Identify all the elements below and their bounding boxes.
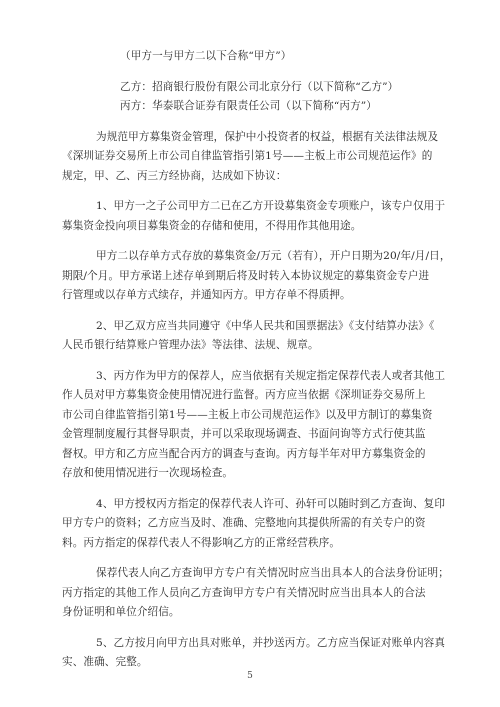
preamble-line: 为规范甲方募集资金管理，保护中小投资者的权益，根据有关法律法规及 (96, 130, 439, 143)
clause-1-line: 募集资金投向项目募集资金的存储和使用，不得用作其他用途。 (62, 219, 362, 232)
preamble-line: 规定，甲、乙、丙三方经协商，达成如下协议： (62, 169, 287, 182)
clause-5-line: 5、乙方按月向甲方出具对账单，并抄送丙方。乙方应当保证对账单内容真 (96, 636, 446, 649)
deposit-line: 期限/个月。甲方承诺上述存单到期后将及时转入本协议规定的募集资金专户进 (62, 269, 430, 282)
inquiry-line: 身份证明和单位介绍信。 (62, 606, 180, 618)
clause-3-line: 存放和使用情况进行一次现场检查。 (62, 467, 234, 479)
inquiry-line: 保荐代表人向乙方查询甲方专户有关情况时应当出具本人的合法身份证明； (96, 567, 449, 579)
clause-4-line: 甲方专户的资料；乙方应当及时、准确、完整地向其提供所需的有关专户的资 (62, 517, 426, 529)
clause-1-line: 1、甲方一之子公司甲方二已在乙方开设募集资金专项账户，该专户仅用于 (96, 200, 446, 212)
clause-4-line: 料。丙方指定的保荐代表人不得影响乙方的正常经营秩序。 (62, 536, 341, 549)
deposit-line: 甲方二以存单方式存放的募集资金/万元（若有），开户日期为20/年/月/日， (96, 250, 451, 262)
preamble-line: 《深圳证券交易所上市公司自律监管指引第1号——主板上市公司规范运作》的 (62, 150, 433, 162)
party-a-note: （甲方一与甲方二以下合称“甲方”） (120, 50, 292, 62)
clause-2-line: 人民币银行结算账户管理办法》等法律、法规、规章。 (62, 339, 319, 351)
clause-3-line: 作人员对甲方募集资金使用情况进行监督。丙方应当依据《深圳证券交易所上 (62, 389, 426, 401)
party-line: 乙方：招商银行股份有限公司北京分行（以下简称“乙方”） (120, 80, 399, 93)
clause-4-line: 4、甲方授权丙方指定的保荐代表人许可、孙轩可以随时到乙方查询、复印 (96, 497, 446, 510)
party-line: 丙方：华泰联合证券有限责任公司（以下简称“丙方”） (120, 100, 377, 112)
clause-2-line: 2、甲乙双方应当共同遵守《中华人民共和国票据法》《支付结算办法》《 (96, 319, 435, 332)
page-number: 5 (247, 671, 253, 681)
clause-3-line: 督权。甲方和乙方应当配合丙方的调查与查询。丙方每半年对甲方募集资金的 (62, 447, 426, 460)
clause-5-line: 实、准确、完整。 (62, 656, 148, 668)
clause-3-line: 金管理制度履行其督导职责，并可以采取现场调查、书面问询等方式行使其监 (62, 428, 426, 440)
clause-3-line: 3、丙方作为甲方的保荐人，应当依据有关规定指定保荐代表人或者其他工 (96, 369, 446, 382)
inquiry-line: 丙方指定的其他工作人员向乙方查询甲方专户有关情况时应当出具本人的合法 (62, 586, 426, 599)
deposit-line: 行管理或以存单方式续存，并通知丙方。甲方存单不得质押。 (62, 289, 351, 301)
clause-3-line: 市公司自律监管指引第1号——主板上市公司规范运作》以及甲方制订的募集资 (62, 408, 433, 421)
